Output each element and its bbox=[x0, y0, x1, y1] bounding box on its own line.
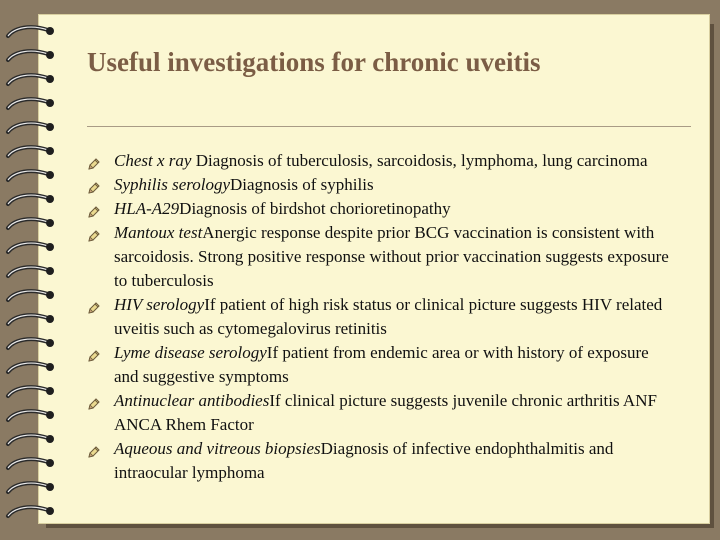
binding-ring bbox=[8, 267, 54, 276]
binding-ring bbox=[8, 483, 54, 492]
item-description: Diagnosis of syphilis bbox=[230, 175, 374, 194]
item-term: Antinuclear antibodies bbox=[114, 391, 270, 410]
item-description: If patient from endemic area or with history of exposure and suggestive symptoms bbox=[114, 343, 649, 386]
item-description: Diagnosis of infective endophthalmitis and intraocular lymphoma bbox=[114, 439, 614, 482]
list-item bbox=[87, 293, 677, 341]
binding-ring bbox=[8, 411, 54, 420]
binding-ring bbox=[8, 219, 54, 228]
binding-ring bbox=[8, 171, 54, 180]
item-description: If patient of high risk status or clinical picture suggests HIV related uveitis such as cytomegalovirus retinitis bbox=[114, 295, 663, 338]
binding-ring bbox=[8, 315, 54, 324]
pencil-icon bbox=[87, 442, 101, 456]
item-term: Aqueous and vitreous biopsies bbox=[114, 439, 321, 458]
item-term: HIV serology bbox=[114, 295, 205, 314]
item-description: If clinical picture suggests juvenile chronic arthritis ANF ANCA Rhem Factor bbox=[114, 391, 657, 434]
binding-ring bbox=[8, 99, 54, 108]
binding-ring bbox=[8, 459, 54, 468]
binding-ring bbox=[8, 435, 54, 444]
binding-ring bbox=[8, 75, 54, 84]
item-term: Syphilis serology bbox=[114, 175, 230, 194]
binding-ring bbox=[8, 363, 54, 372]
item-term: HLA-A29 bbox=[114, 199, 180, 218]
binding-ring bbox=[8, 387, 54, 396]
list-item bbox=[87, 197, 677, 221]
binding-ring bbox=[8, 27, 54, 36]
binding-ring bbox=[8, 195, 54, 204]
list-item bbox=[87, 173, 677, 197]
pencil-icon bbox=[87, 178, 101, 192]
binding-ring bbox=[8, 339, 54, 348]
notebook-page bbox=[38, 14, 710, 524]
item-term: Mantoux test bbox=[114, 223, 203, 242]
pencil-icon bbox=[87, 226, 101, 240]
list-item bbox=[87, 149, 677, 173]
list-item bbox=[87, 341, 677, 389]
list-item bbox=[87, 437, 677, 485]
slide-title: Useful investigations for chronic uveitis bbox=[87, 47, 541, 77]
pencil-icon bbox=[87, 202, 101, 216]
list-item bbox=[87, 389, 677, 437]
pencil-icon bbox=[87, 154, 101, 168]
binding-ring bbox=[8, 507, 54, 516]
binding-ring bbox=[8, 243, 54, 252]
binding-ring bbox=[8, 147, 54, 156]
pencil-icon bbox=[87, 298, 101, 312]
binding-ring bbox=[8, 51, 54, 60]
spiral-binding-icon bbox=[0, 0, 80, 540]
binding-ring bbox=[8, 123, 54, 132]
item-term: Lyme disease serology bbox=[114, 343, 267, 362]
item-description: Diagnosis of birdshot chorioretinopathy bbox=[179, 199, 451, 218]
pencil-icon bbox=[87, 394, 101, 408]
pencil-icon bbox=[87, 346, 101, 360]
item-description: Diagnosis of tuberculosis, sarcoidosis, lymphoma, lung carcinoma bbox=[191, 151, 648, 170]
item-description: Anergic response despite prior BCG vaccination is consistent with sarcoidosis. Strong positive response without prior vaccination suggests exposure to tuberculosis bbox=[114, 223, 669, 290]
title-divider bbox=[87, 126, 691, 127]
investigation-list bbox=[87, 149, 677, 485]
item-term: Chest x ray bbox=[114, 151, 192, 170]
binding-ring bbox=[8, 291, 54, 300]
list-item bbox=[87, 221, 677, 293]
